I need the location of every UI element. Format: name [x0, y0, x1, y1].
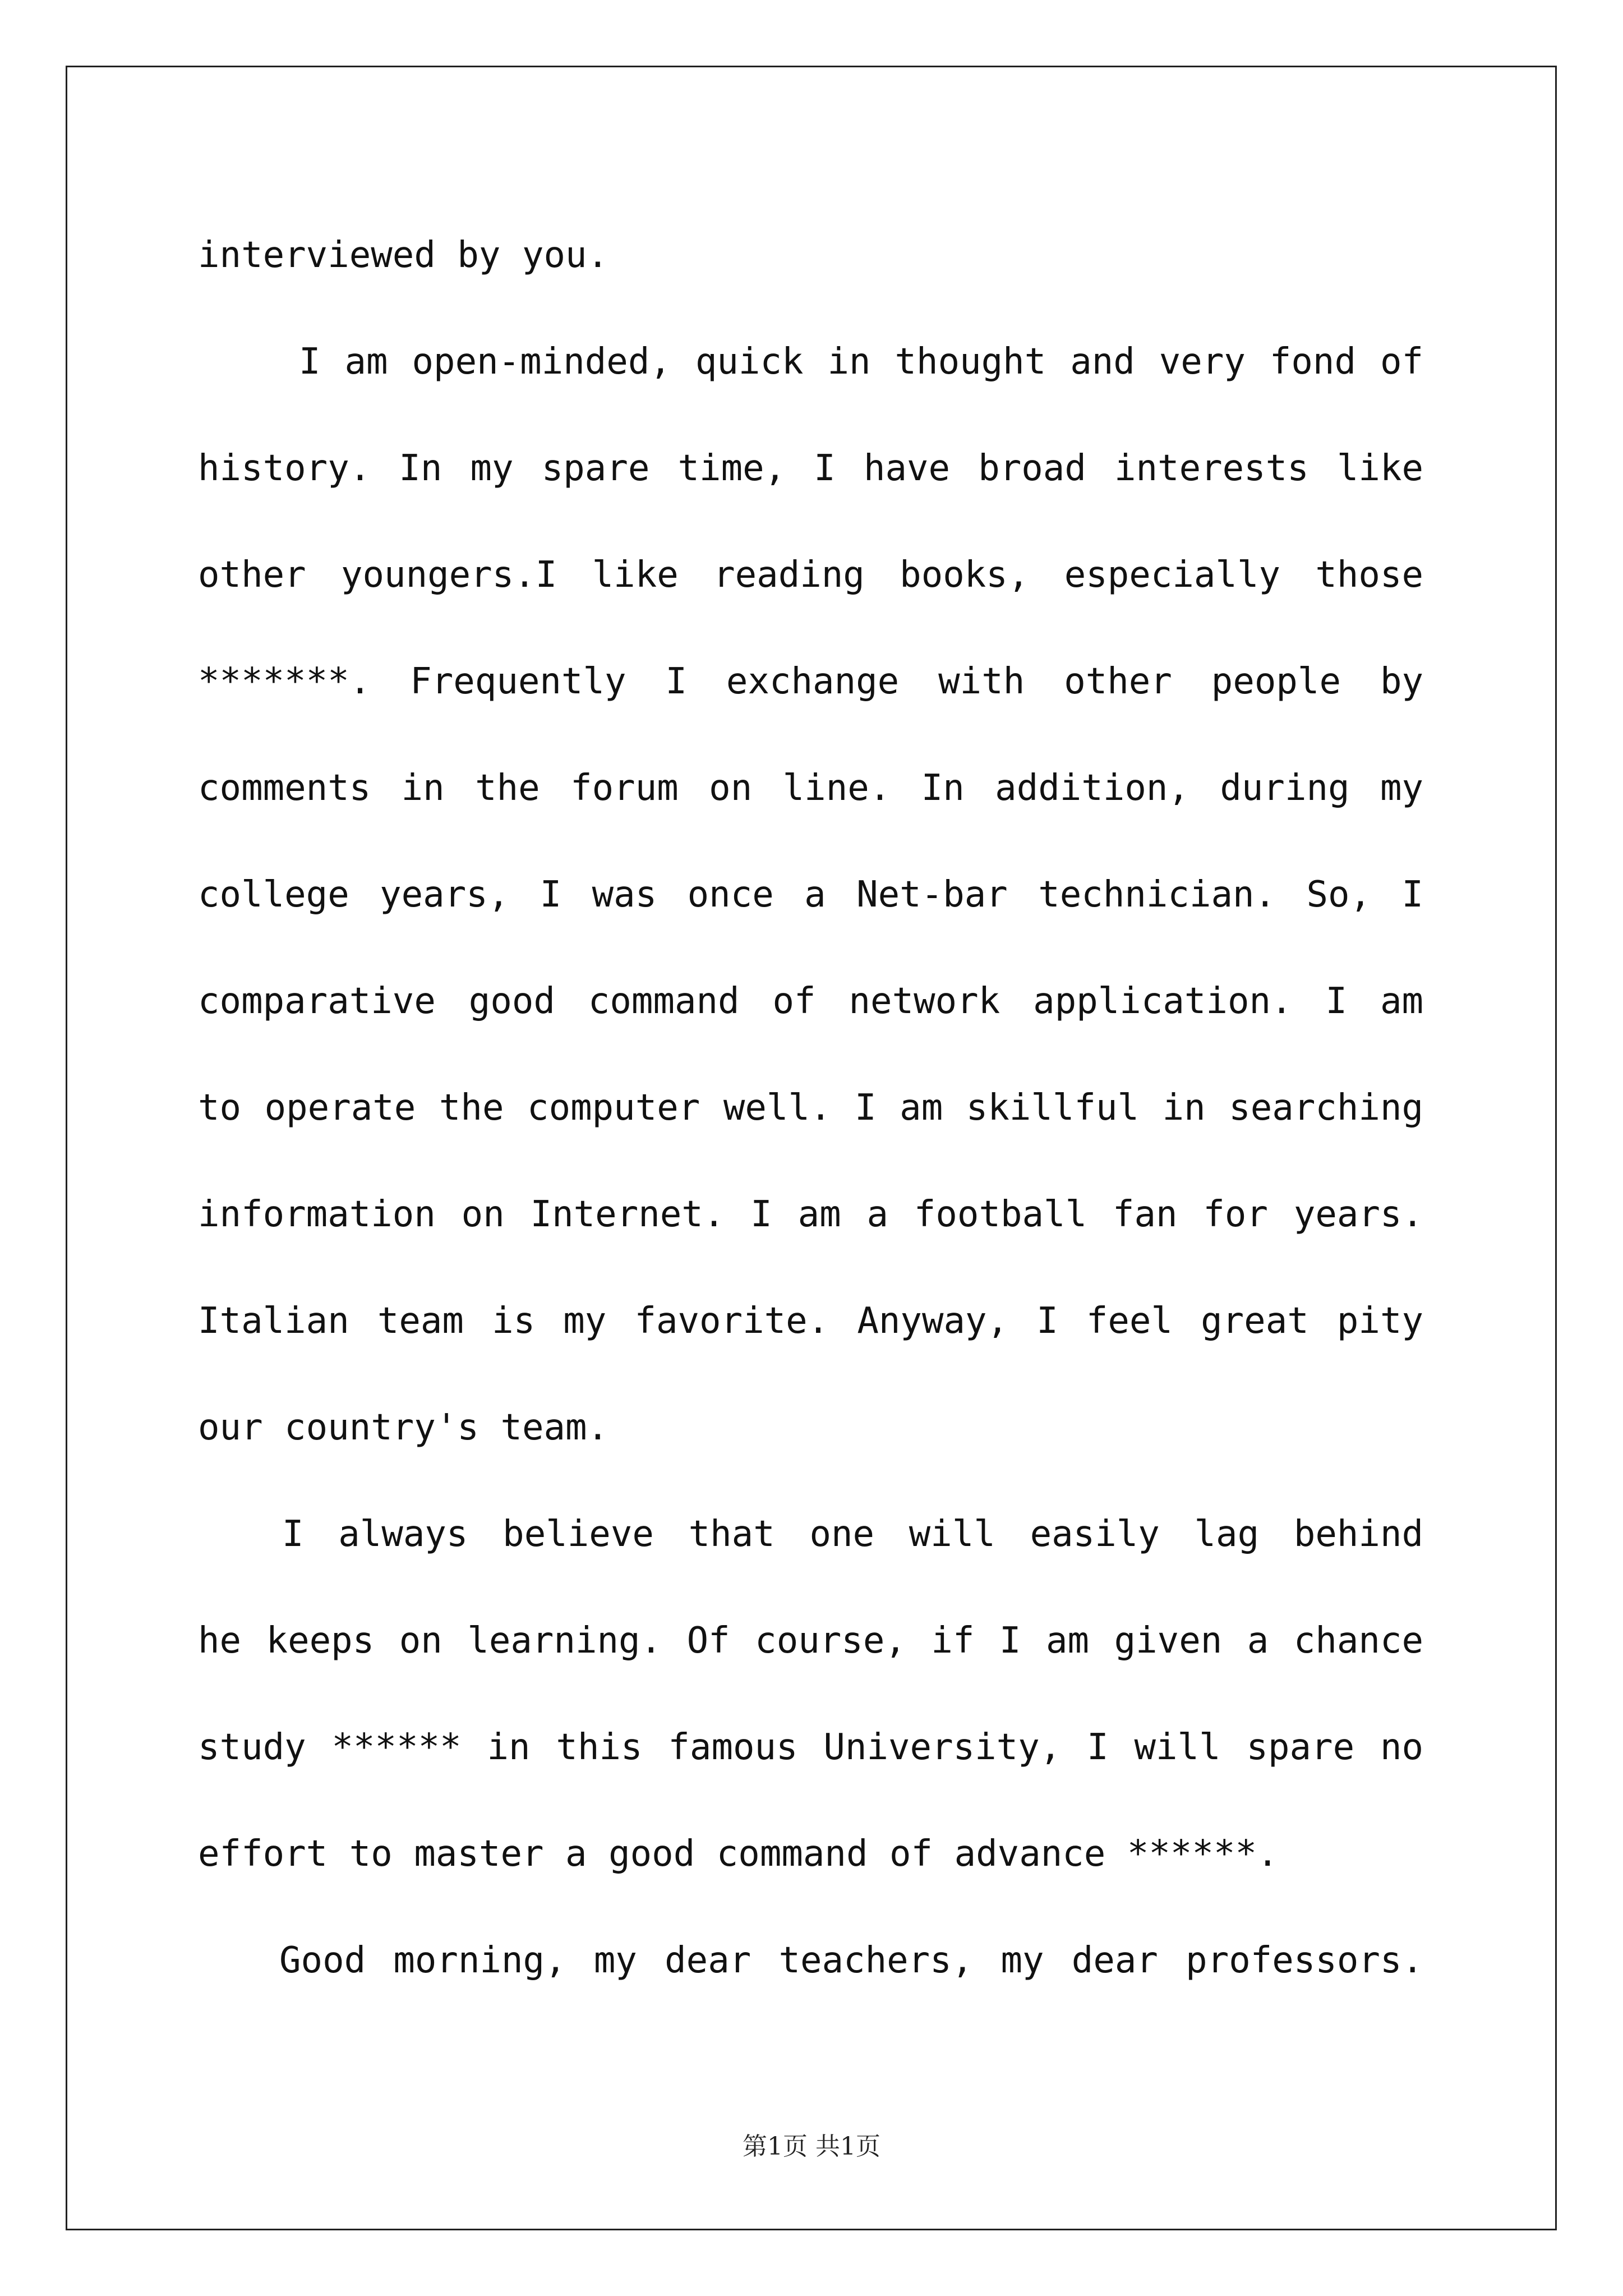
text-line: college years, I was once a Net-bar technician. So, I	[198, 874, 1423, 915]
text-line: study ****** in this famous University, I will spare no	[198, 1727, 1423, 1768]
page-number-footer: 第1页 共1页	[743, 2132, 880, 2161]
text-line: Italian team is my favorite. Anyway, I feel great pity	[198, 1300, 1423, 1342]
text-line: effort to master a good command of advance ******.	[198, 1833, 1279, 1875]
text-line: *******. Frequently I exchange with other people by	[198, 661, 1423, 702]
document-body	[198, 202, 1423, 2014]
text-line: comments in the forum on line. In addition, during my	[198, 767, 1423, 809]
text-line: information on Internet. I am a football fan for years.	[198, 1194, 1423, 1235]
text-line: comparative good command of network application. I am	[198, 981, 1423, 1022]
text-line: history. In my spare time, I have broad interests like	[198, 448, 1423, 489]
paragraph-start-line: I am open-minded, quick in thought and very fond of	[299, 341, 1423, 383]
text-line: interviewed by you.	[198, 234, 609, 276]
paragraph-start-line: I always believe that one will easily lag behind	[282, 1513, 1423, 1555]
text-line: to operate the computer well. I am skillful in searching	[198, 1087, 1423, 1129]
text-line: other youngers.I like reading books, especially those	[198, 554, 1423, 596]
text-line: our country's team.	[198, 1407, 609, 1448]
paragraph-start-line: Good morning, my dear teachers, my dear professors.	[279, 1940, 1423, 1981]
text-line: he keeps on learning. Of course, if I am given a chance	[198, 1620, 1423, 1662]
